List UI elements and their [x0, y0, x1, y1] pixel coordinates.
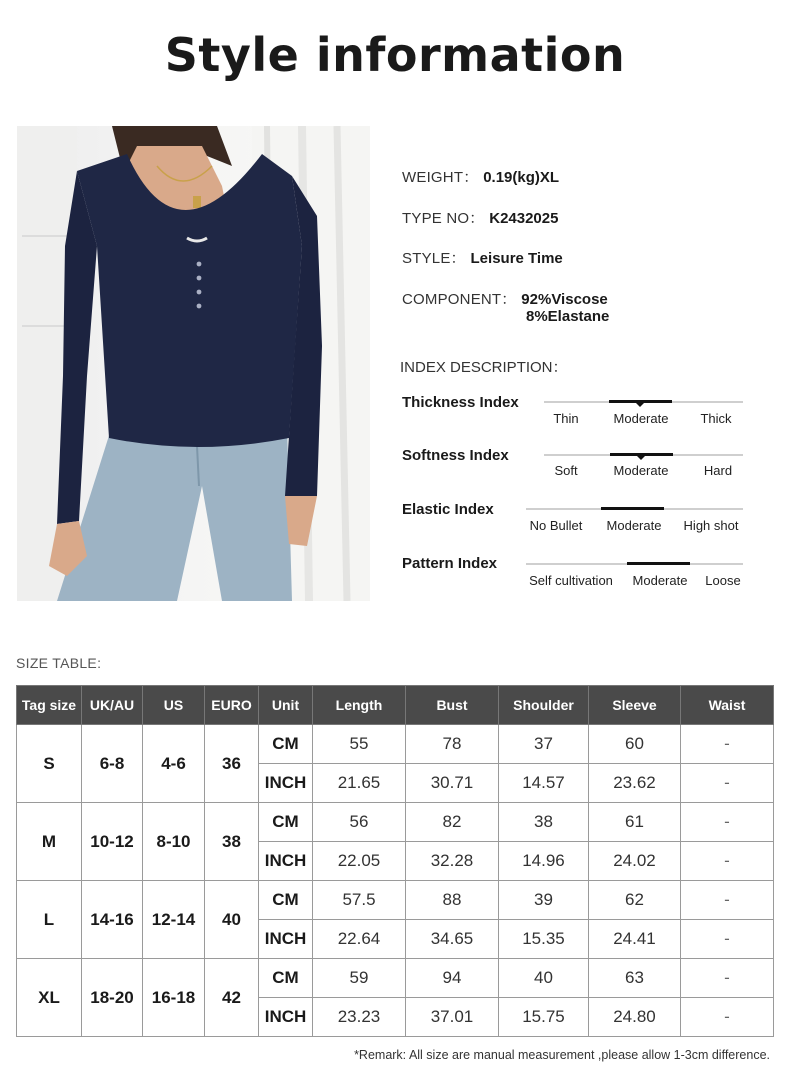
thickness-index-label: Thickness Index	[402, 394, 519, 411]
euro-cell: 40	[205, 881, 259, 959]
size-table-header-row	[17, 686, 774, 725]
sleeve-cell: 62	[589, 881, 681, 920]
euro-cell: 42	[205, 959, 259, 1037]
waist-cell: -	[681, 998, 774, 1037]
thickness-mid-label: Moderate	[613, 411, 669, 426]
elastic-high-label: High shot	[683, 518, 739, 533]
header-length: Length	[313, 686, 406, 725]
shoulder-cell: 14.57	[499, 764, 589, 803]
tag-size-cell: S	[17, 725, 82, 803]
table-row	[17, 881, 774, 920]
waist-cell: -	[681, 920, 774, 959]
uk-au-cell: 6-8	[82, 725, 143, 803]
us-cell: 12-14	[143, 881, 205, 959]
thickness-high-label: Thick	[700, 411, 732, 426]
pattern-index-marker	[627, 562, 690, 565]
type-label: TYPE NO：	[402, 210, 485, 227]
uk-au-cell: 18-20	[82, 959, 143, 1037]
unit-cell: INCH	[259, 998, 313, 1037]
elastic-low-label: No Bullet	[529, 518, 583, 533]
elastic-mid-label: Moderate	[606, 518, 662, 533]
shoulder-cell: 38	[499, 803, 589, 842]
uk-au-cell: 14-16	[82, 881, 143, 959]
sleeve-cell: 24.80	[589, 998, 681, 1037]
component-value-1: 92%Viscose	[521, 291, 608, 308]
shoulder-cell: 14.96	[499, 842, 589, 881]
bust-cell: 94	[406, 959, 499, 998]
header-uk-au: UK/AU	[82, 686, 143, 725]
header-us: US	[143, 686, 205, 725]
component-row	[402, 288, 608, 309]
length-cell: 23.23	[313, 998, 406, 1037]
softness-high-label: Hard	[703, 463, 733, 478]
header-waist: Waist	[681, 686, 774, 725]
component-value-2: 8%Elastane	[526, 308, 610, 325]
model-wearing-top-image	[17, 126, 370, 601]
thickness-pointer-icon	[636, 403, 644, 407]
style-value: Leisure Time	[470, 250, 563, 267]
pattern-low-label: Self cultivation	[529, 573, 613, 588]
softness-index-label: Softness Index	[402, 447, 509, 464]
length-cell: 56	[313, 803, 406, 842]
us-cell: 16-18	[143, 959, 205, 1037]
length-cell: 59	[313, 959, 406, 998]
unit-cell: CM	[259, 959, 313, 998]
style-label: STYLE：	[402, 250, 466, 267]
bust-cell: 88	[406, 881, 499, 920]
shoulder-cell: 37	[499, 725, 589, 764]
waist-cell: -	[681, 725, 774, 764]
tag-size-cell: XL	[17, 959, 82, 1037]
page-title: Style information	[164, 28, 626, 82]
us-cell: 8-10	[143, 803, 205, 881]
bust-cell: 30.71	[406, 764, 499, 803]
component-label: COMPONENT：	[402, 291, 517, 308]
bust-cell: 37.01	[406, 998, 499, 1037]
weight-row	[402, 166, 559, 187]
elastic-index-marker	[601, 507, 664, 510]
size-table	[16, 685, 774, 1037]
waist-cell: -	[681, 959, 774, 998]
euro-cell: 38	[205, 803, 259, 881]
header-shoulder: Shoulder	[499, 686, 589, 725]
waist-cell: -	[681, 881, 774, 920]
softness-low-label: Soft	[554, 463, 578, 478]
unit-cell: INCH	[259, 920, 313, 959]
style-row	[402, 247, 563, 268]
table-row	[17, 803, 774, 842]
pattern-mid-label: Moderate	[632, 573, 688, 588]
sleeve-cell: 24.02	[589, 842, 681, 881]
sleeve-cell: 23.62	[589, 764, 681, 803]
sleeve-cell: 61	[589, 803, 681, 842]
header-bust: Bust	[406, 686, 499, 725]
sleeve-cell: 60	[589, 725, 681, 764]
shoulder-cell: 40	[499, 959, 589, 998]
unit-cell: CM	[259, 803, 313, 842]
sleeve-cell: 24.41	[589, 920, 681, 959]
thickness-low-label: Thin	[553, 411, 579, 426]
waist-cell: -	[681, 842, 774, 881]
softness-pointer-icon	[637, 456, 645, 460]
length-cell: 22.05	[313, 842, 406, 881]
uk-au-cell: 10-12	[82, 803, 143, 881]
waist-cell: -	[681, 764, 774, 803]
us-cell: 4-6	[143, 725, 205, 803]
size-table-label: SIZE TABLE:	[16, 655, 102, 671]
unit-cell: CM	[259, 881, 313, 920]
table-row	[17, 725, 774, 764]
unit-cell: CM	[259, 725, 313, 764]
header-unit: Unit	[259, 686, 313, 725]
bust-cell: 34.65	[406, 920, 499, 959]
product-photo	[17, 126, 370, 601]
bust-cell: 78	[406, 725, 499, 764]
sleeve-cell: 63	[589, 959, 681, 998]
length-cell: 22.64	[313, 920, 406, 959]
pattern-index-label: Pattern Index	[402, 555, 498, 572]
elastic-index-label: Elastic Index	[402, 501, 494, 518]
euro-cell: 36	[205, 725, 259, 803]
unit-cell: INCH	[259, 842, 313, 881]
length-cell: 21.65	[313, 764, 406, 803]
index-description-title: INDEX DESCRIPTION：	[400, 359, 568, 376]
type-row	[402, 207, 558, 228]
shoulder-cell: 39	[499, 881, 589, 920]
shoulder-cell: 15.35	[499, 920, 589, 959]
bust-cell: 32.28	[406, 842, 499, 881]
weight-label: WEIGHT：	[402, 169, 479, 186]
type-value: K2432025	[489, 210, 559, 227]
softness-mid-label: Moderate	[613, 463, 669, 478]
tag-size-cell: M	[17, 803, 82, 881]
unit-cell: INCH	[259, 764, 313, 803]
header-tag-size: Tag size	[17, 686, 82, 725]
tag-size-cell: L	[17, 881, 82, 959]
header-euro: EURO	[205, 686, 259, 725]
pattern-high-label: Loose	[705, 573, 741, 588]
weight-value: 0.19(kg)XL	[483, 169, 560, 186]
length-cell: 57.5	[313, 881, 406, 920]
shoulder-cell: 15.75	[499, 998, 589, 1037]
remark-note: *Remark: All size are manual measurement ,please allow 1-3cm difference.	[354, 1048, 770, 1062]
table-row	[17, 959, 774, 998]
waist-cell: -	[681, 803, 774, 842]
header-sleeve: Sleeve	[589, 686, 681, 725]
length-cell: 55	[313, 725, 406, 764]
bust-cell: 82	[406, 803, 499, 842]
